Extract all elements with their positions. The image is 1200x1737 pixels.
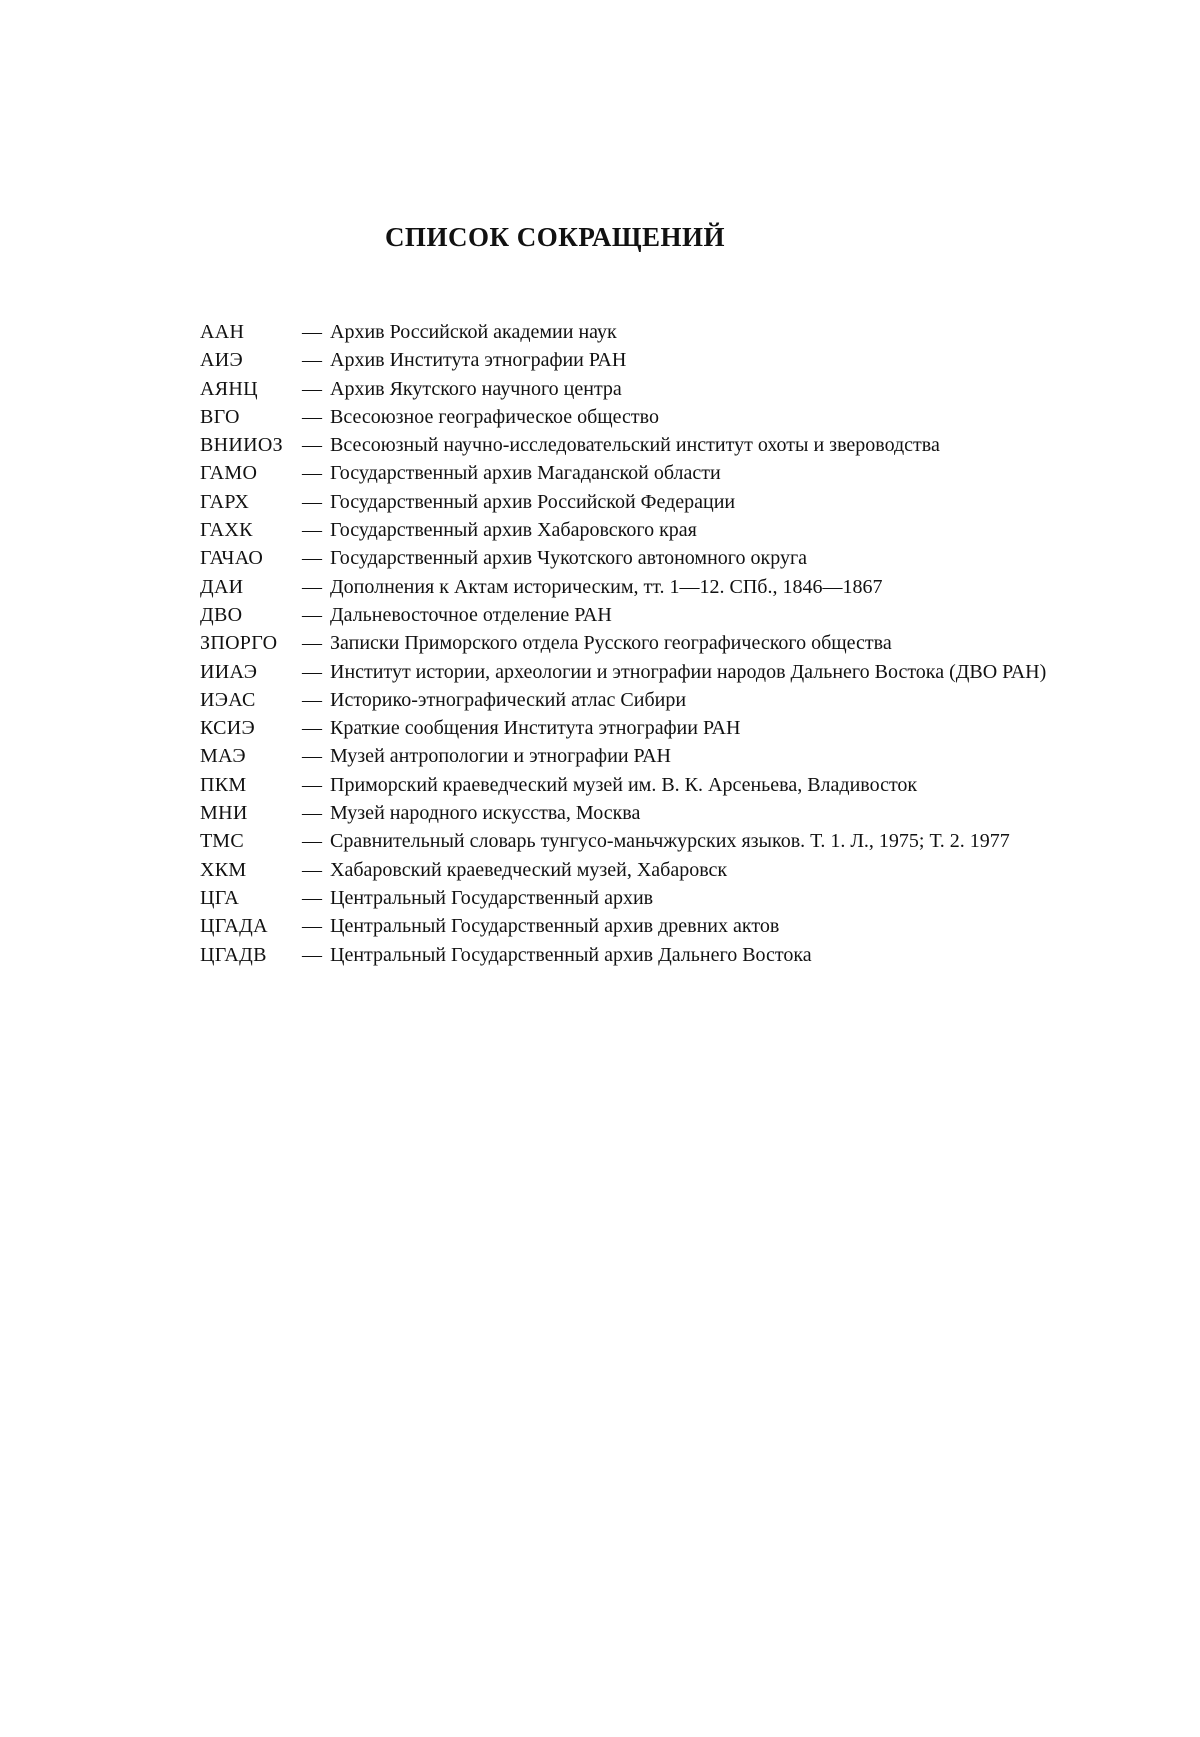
abbreviation-definition: Музей народного искусства, Москва (330, 802, 641, 825)
abbreviation-term: ГАЧАО (200, 547, 264, 570)
abbreviation-term: ВНИИОЗ (200, 434, 283, 457)
em-dash-separator: — (302, 688, 322, 711)
abbreviation-entry (200, 771, 1050, 799)
abbreviation-definition: Дополнения к Актам историческим, тт. 1—12. СПб., 1846—1867 (330, 575, 883, 598)
abbreviation-entry (200, 629, 1050, 657)
abbreviation-term: АЯНЦ (200, 377, 258, 400)
abbreviation-entry (200, 459, 1050, 487)
abbreviation-definition: Приморский краеведческий музей им. В. К. Арсеньева, Владивосток (330, 773, 918, 796)
abbreviation-definition: Государственный архив Российской Федерации (330, 490, 736, 513)
em-dash-separator: — (302, 349, 322, 372)
abbreviation-definition: Краткие сообщения Института этнографии РАН (330, 717, 741, 740)
abbreviation-definition: Записки Приморского отдела Русского географического общества (330, 632, 892, 655)
abbreviation-definition: Институт истории, археологии и этнографии народов Дальнего Востока (ДВО РАН) (330, 660, 1047, 683)
abbreviation-definition: Государственный архив Чукотского автономного округа (330, 547, 808, 570)
abbreviation-entry (200, 516, 1050, 544)
abbreviation-term: ААН (200, 321, 245, 343)
abbreviation-entry (200, 827, 1050, 855)
em-dash-separator: — (302, 462, 322, 485)
em-dash-separator: — (302, 915, 322, 938)
abbreviation-term: ВГО (200, 405, 240, 428)
abbreviation-definition: Центральный Государственный архив (330, 886, 654, 909)
abbreviation-entry (200, 431, 1050, 459)
em-dash-separator: — (302, 405, 322, 428)
em-dash-separator: — (302, 717, 322, 740)
em-dash-separator: — (302, 886, 322, 909)
abbreviation-term: ЦГА (200, 886, 240, 909)
em-dash-separator: — (302, 632, 322, 655)
abbreviation-entry (200, 686, 1050, 714)
abbreviation-entry (200, 714, 1050, 742)
em-dash-separator: — (302, 745, 322, 768)
abbreviation-definition: Всесоюзное географическое общество (330, 405, 659, 428)
abbreviation-definition: Государственный архив Хабаровского края (330, 519, 697, 542)
abbreviation-definition: Дальневосточное отделение РАН (330, 603, 612, 626)
abbreviation-entry (200, 573, 1050, 601)
abbreviation-entry (200, 658, 1050, 686)
abbreviation-entry (200, 856, 1050, 884)
abbreviation-term: ЗПОРГО (200, 632, 278, 655)
abbreviation-term: АИЭ (200, 349, 243, 372)
abbreviation-list (200, 318, 1050, 969)
em-dash-separator: — (302, 377, 322, 400)
em-dash-separator: — (302, 802, 322, 825)
em-dash-separator: — (302, 490, 322, 513)
abbreviation-definition: Государственный архив Магаданской области (330, 462, 721, 485)
abbreviation-entry (200, 488, 1050, 516)
abbreviation-entry (200, 375, 1050, 403)
abbreviation-term: ЦГАДА (200, 915, 268, 938)
abbreviation-term: МНИ (200, 802, 248, 825)
abbreviation-entry (200, 601, 1050, 629)
abbreviation-definition: Хабаровский краеведческий музей, Хабаровск (330, 858, 728, 881)
abbreviation-entry (200, 941, 1050, 969)
abbreviation-term: ГАРХ (200, 490, 250, 513)
abbreviation-term: ИЭАС (200, 688, 256, 711)
abbreviation-entry (200, 912, 1050, 940)
abbreviation-entry (200, 884, 1050, 912)
abbreviation-term: ХКМ (200, 858, 247, 881)
em-dash-separator: — (302, 321, 322, 343)
abbreviation-term: ДВО (200, 603, 243, 626)
em-dash-separator: — (302, 603, 322, 626)
abbreviation-definition: Архив Якутского научного центра (330, 377, 622, 400)
abbreviation-definition: Сравнительный словарь тунгусо-маньчжурских языков. Т. 1. Л., 1975; Т. 2. 1977 (330, 830, 1010, 853)
abbreviation-term: ПКМ (200, 773, 247, 796)
abbreviation-definition: Центральный Государственный архив Дальнего Востока (330, 943, 812, 966)
abbreviation-entry (200, 799, 1050, 827)
abbreviation-entry (200, 742, 1050, 770)
abbreviation-entry (200, 346, 1050, 374)
abbreviation-entry (200, 318, 1050, 346)
abbreviation-definition: Историко-этнографический атлас Сибири (330, 688, 687, 711)
abbreviation-definition: Архив Российской академии наук (330, 321, 617, 343)
abbreviation-definition: Архив Института этнографии РАН (330, 349, 627, 372)
em-dash-separator: — (302, 547, 322, 570)
em-dash-separator: — (302, 773, 322, 796)
abbreviation-term: ДАИ (200, 575, 244, 598)
abbreviation-term: ГАХК (200, 519, 253, 542)
em-dash-separator: — (302, 943, 322, 966)
abbreviation-entry (200, 544, 1050, 572)
em-dash-separator: — (302, 858, 322, 881)
em-dash-separator: — (302, 434, 322, 457)
abbreviation-term: ЦГАДВ (200, 943, 267, 966)
abbreviation-term: КСИЭ (200, 717, 256, 740)
em-dash-separator: — (302, 575, 322, 598)
abbreviation-entry (200, 403, 1050, 431)
em-dash-separator: — (302, 519, 322, 542)
em-dash-separator: — (302, 660, 322, 683)
abbreviation-definition: Всесоюзный научно-исследовательский институт охоты и звероводства (330, 434, 940, 457)
abbreviation-definition: Музей антропологии и этнографии РАН (330, 745, 671, 768)
abbreviation-term: ТМС (200, 830, 244, 853)
abbreviation-term: ГАМО (200, 462, 258, 485)
abbreviation-term: МАЭ (200, 745, 246, 768)
abbreviation-term: ИИАЭ (200, 660, 258, 683)
abbreviation-definition: Центральный Государственный архив древних актов (330, 915, 780, 938)
em-dash-separator: — (302, 830, 322, 853)
page-title: СПИСОК СОКРАЩЕНИЙ (384, 222, 726, 252)
